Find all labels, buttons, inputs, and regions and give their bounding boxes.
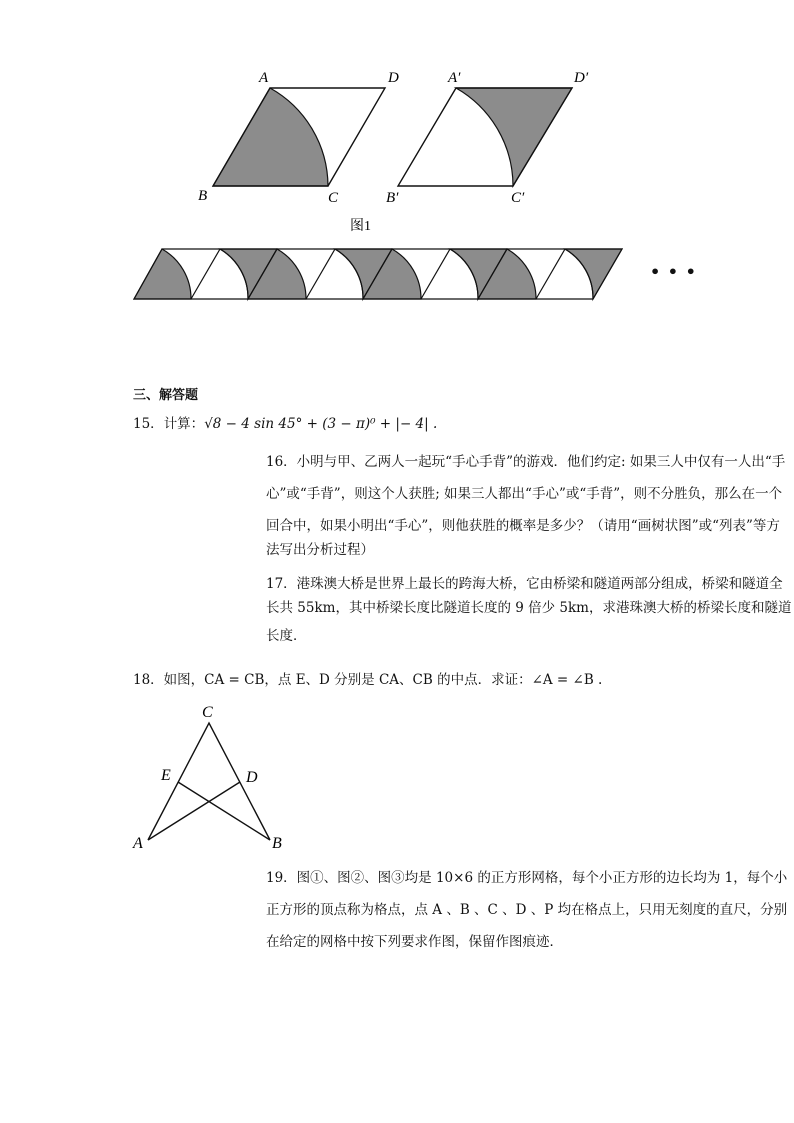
label-D: D xyxy=(388,70,399,86)
q15-lead: 计算： xyxy=(163,416,205,432)
label-E: E xyxy=(161,767,171,784)
q16-line-4: 法写出分析过程） xyxy=(266,542,374,558)
label-B: B xyxy=(272,835,282,852)
strip-piece-8 xyxy=(565,249,622,299)
label-C: C xyxy=(202,704,213,721)
label-C: C xyxy=(328,190,339,206)
strip-piece-1 xyxy=(134,249,191,299)
q19-line-2: 正方形的顶点称为格点，点 A 、B 、C 、D 、P 均在格点上，只用无刻度的直尺，分别 xyxy=(266,902,788,918)
q19-line-3: 在给定的网格中按下列要求作图，保留作图痕迹． xyxy=(266,934,563,950)
figure-1 xyxy=(180,60,620,240)
segment-AD xyxy=(148,782,240,840)
q16-line-1: 16．小明与甲、乙两人一起玩“手心手背”的游戏．他们约定: 如果三人中仅有一人出“手 xyxy=(266,454,786,470)
q17-line-3: 长度． xyxy=(266,628,307,644)
left-shaded-sector xyxy=(213,88,328,186)
label-C-prime: C′ xyxy=(511,190,525,206)
q16-line-3: 回合中，如果小明出“手心”，则他获胜的概率是多少？（请用“画树状图”或“列表”等方 xyxy=(266,518,780,534)
segment-BE xyxy=(178,782,270,840)
figure-1-caption: 图1 xyxy=(350,219,371,234)
label-A-prime: A′ xyxy=(448,70,461,86)
tiling-strip xyxy=(130,245,640,305)
question-18: 18．如图，CA = CB，点 E、D 分别是 CA、CB 的中点．求证：∠A = ∠B . xyxy=(133,672,603,688)
question-17 xyxy=(133,576,792,644)
label-A: A xyxy=(133,835,143,852)
figure-18 xyxy=(128,700,298,855)
section-title: 三、解答题 xyxy=(133,388,199,403)
q17-line-2: 长共 55km，其中桥梁长度比隧道长度的 9 倍少 5km，求港珠澳大桥的桥梁长度和隧道 xyxy=(266,600,792,616)
right-shaded-region xyxy=(456,88,572,186)
label-A: A xyxy=(259,70,269,86)
label-D-prime: D′ xyxy=(574,70,589,86)
q15-number: 15． xyxy=(133,416,164,432)
question-16 xyxy=(133,454,786,558)
question-19 xyxy=(133,870,788,950)
q15-expression: √8 − 4 sin 45° + (3 − π)⁰ + |− 4| . xyxy=(204,416,438,432)
question-15 xyxy=(133,416,437,432)
strip-ellipsis: • • • xyxy=(650,262,697,281)
q16-line-2: 心”或“手背”，则这个人获胜; 如果三人都出“手心”或“手背”，则不分胜负，那么在一个 xyxy=(266,486,783,502)
label-B-prime: B′ xyxy=(386,190,399,206)
q19-line-1: 19．图①、图②、图③均是 10×6 的正方形网格，每个小正方形的边长均为 1，每个小 xyxy=(266,870,788,886)
q17-line-1: 17．港珠澳大桥是世界上最长的跨海大桥，它由桥梁和隧道两部分组成，桥梁和隧道全 xyxy=(266,576,783,592)
label-D: D xyxy=(246,769,258,786)
label-B: B xyxy=(198,188,208,204)
